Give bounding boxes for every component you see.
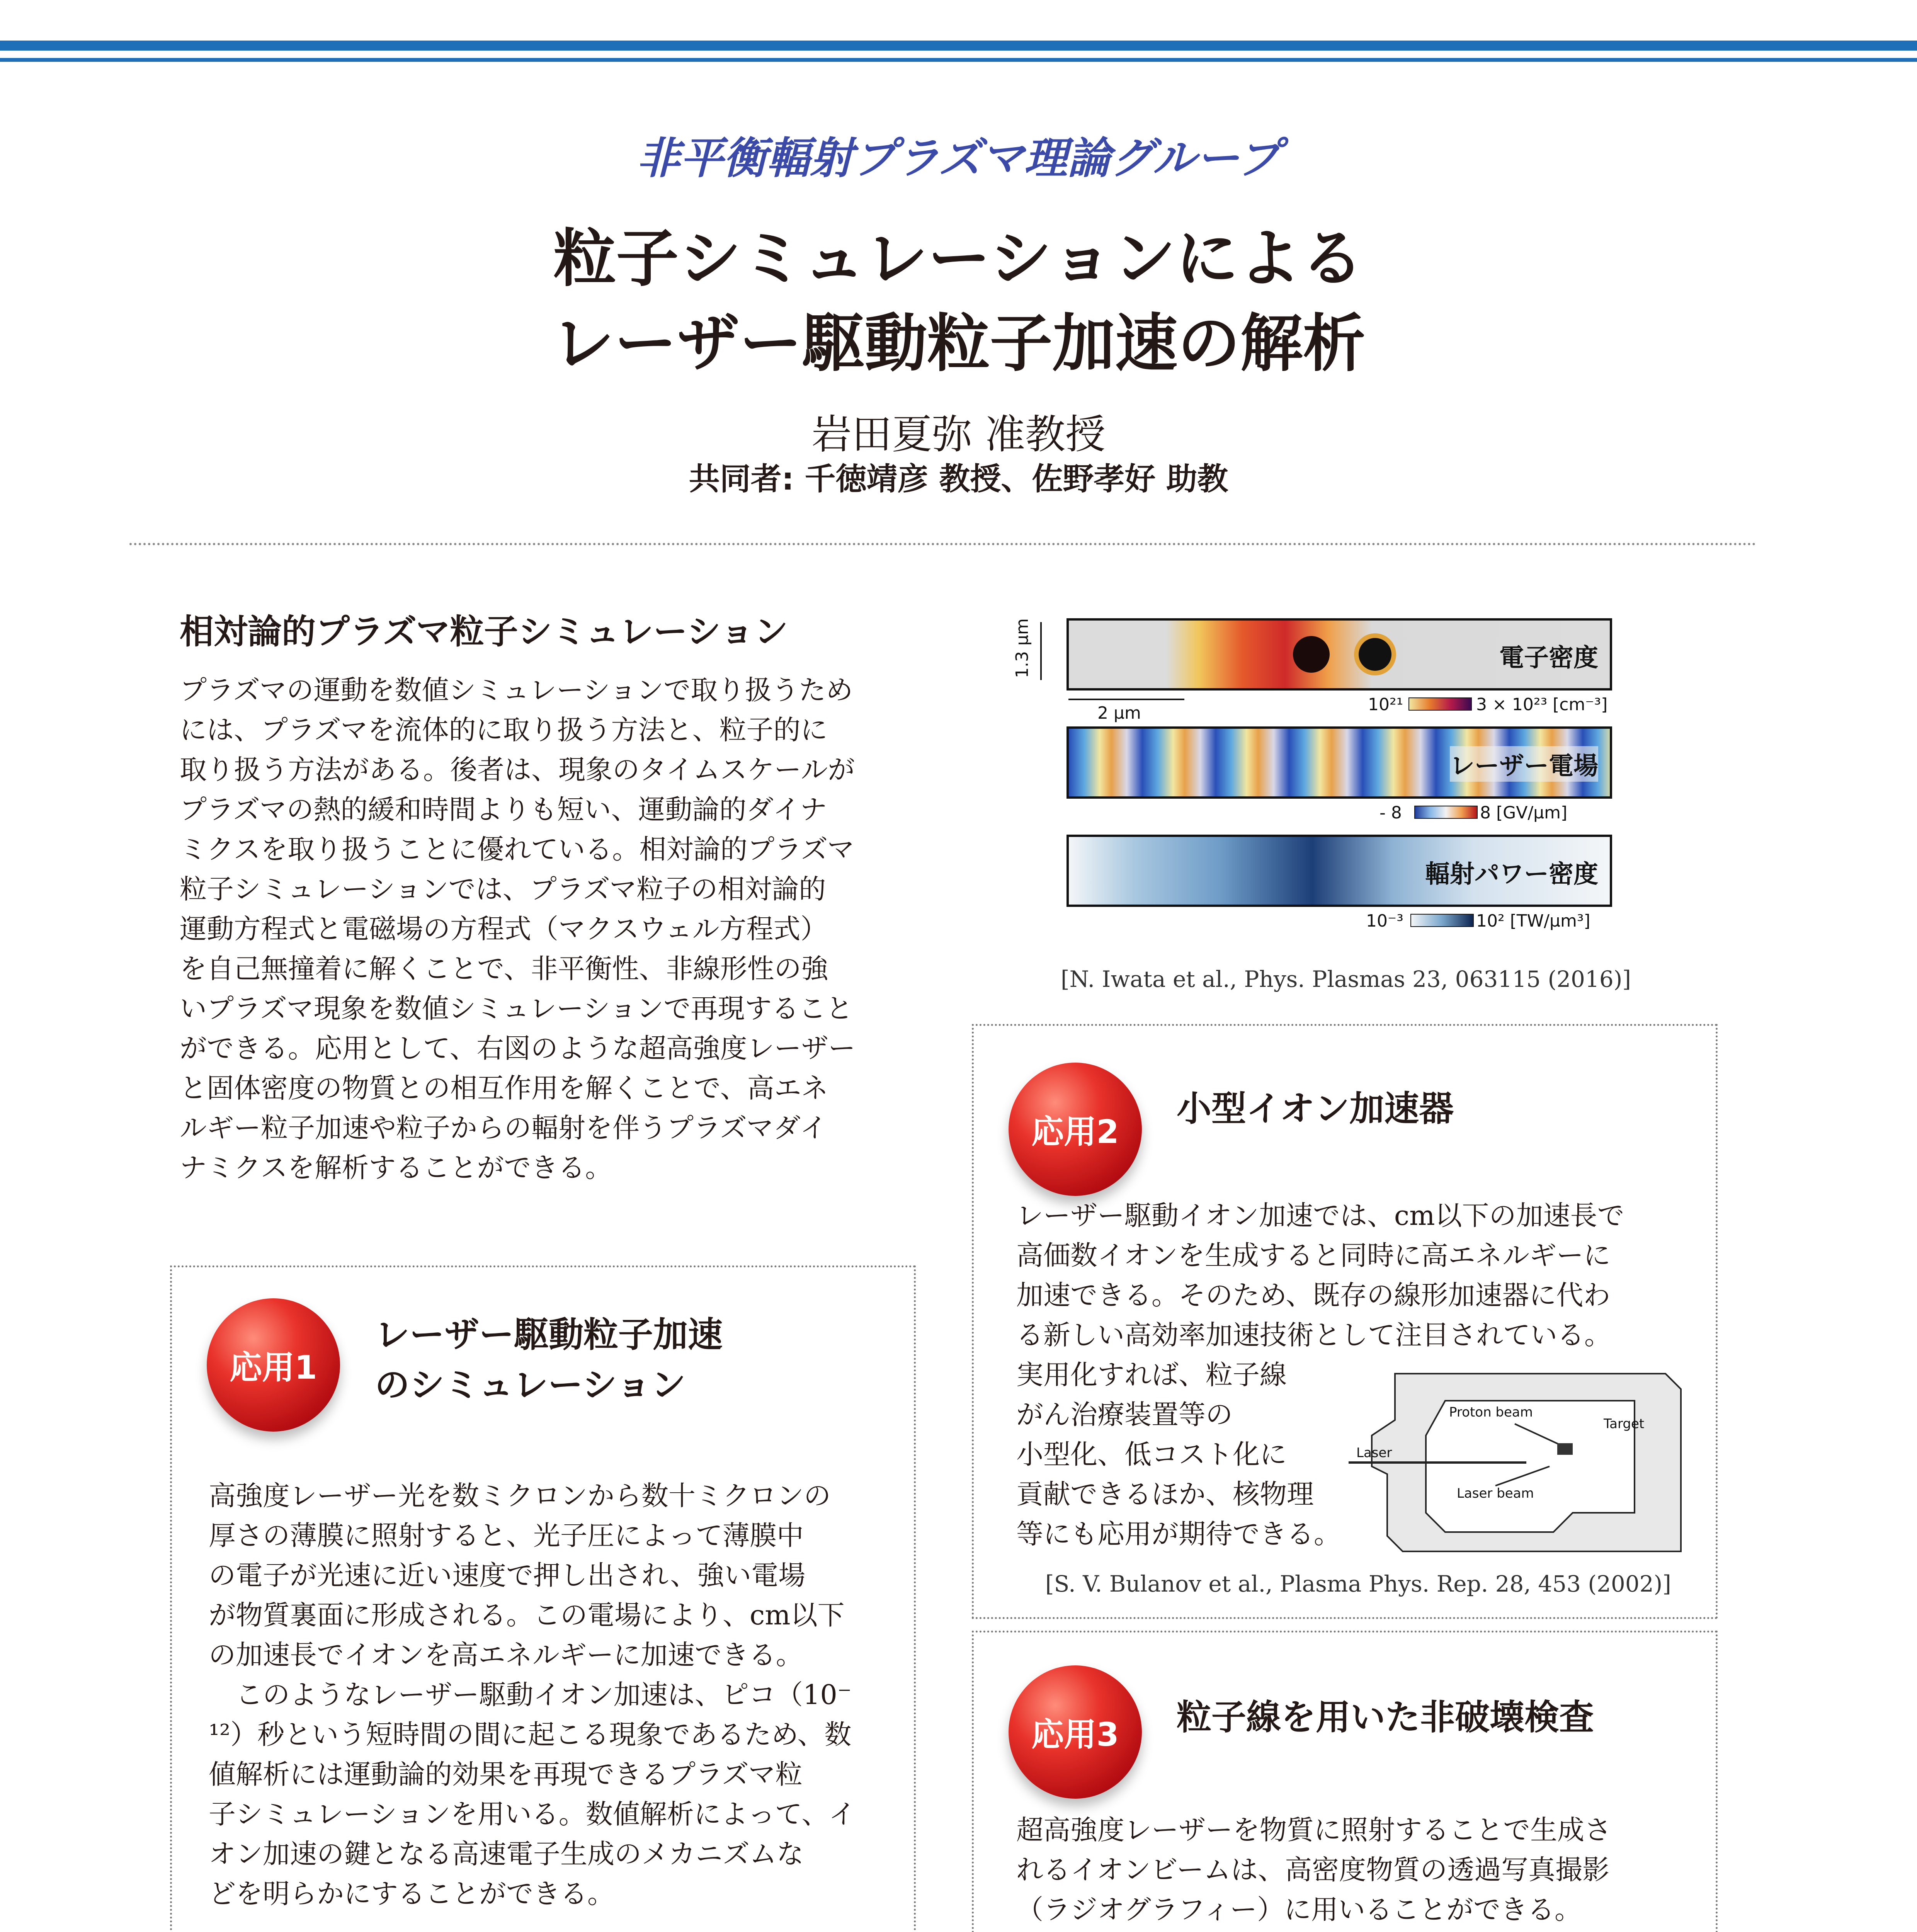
text-line: の電子が光速に近い速度で押し出され、強い電場 xyxy=(209,1560,806,1591)
title-line: レーザー駆動粒子加速 xyxy=(375,1315,723,1355)
application-1-badge xyxy=(207,1298,340,1432)
dense-spot xyxy=(1359,638,1391,671)
panel-radiation-power xyxy=(1067,835,1612,907)
top-rule-thin xyxy=(0,58,1917,62)
text-line: 貢献できるほか、核物理 xyxy=(1016,1478,1314,1510)
text-line: オン加速の鍵となる高速電子生成のメカニズムな xyxy=(209,1838,804,1870)
text-line: （ラジオグラフィー）に用いることができる。 xyxy=(1016,1894,1582,1925)
application-3-title: 粒子線を用いた非破壊検査 xyxy=(1177,1697,1594,1738)
colorbar-1-min: 10²¹ xyxy=(1368,695,1403,714)
schematic-svg xyxy=(1349,1358,1692,1567)
panel-electron-density xyxy=(1067,618,1612,690)
text-line: 子シミュレーションを用いる。数値解析によって、イ xyxy=(209,1798,856,1830)
colorbar-2-max: 8 [GV/μm] xyxy=(1480,803,1568,823)
panel-label-electron-density: 電子密度 xyxy=(1499,644,1598,672)
simulation-figure xyxy=(1012,611,1615,974)
text-line: 高強度レーザー光を数ミクロンから数十ミクロンの xyxy=(209,1480,831,1512)
text-line: を自己無撞着に解くことで、非平衡性、非線形性の強 xyxy=(180,953,828,985)
text-line: どを明らかにすることができる。 xyxy=(209,1878,614,1910)
colorbar-1 xyxy=(1408,697,1472,711)
application-3-badge xyxy=(1009,1665,1142,1799)
title-line-2: レーザー駆動粒子加速の解析 xyxy=(551,308,1366,380)
text-line: がん治療装置等の xyxy=(1016,1399,1233,1430)
panel-label-laser-field: レーザー電場 xyxy=(1450,746,1598,782)
text-line: の加速長でイオンを高エネルギーに加速できる。 xyxy=(209,1639,803,1671)
text-line: と固体密度の物質との相互作用を解くことで、高エネ xyxy=(180,1072,828,1104)
text-line: 取り扱う方法がある。後者は、現象のタイムスケールが xyxy=(180,754,855,786)
text-line: には、プラズマを流体的に取り扱う方法と、粒子的に xyxy=(180,714,828,746)
colorbar-2-min: - 8 xyxy=(1379,803,1402,823)
text-line: ミクスを取り扱うことに優れている。相対論的プラズマ xyxy=(180,833,854,865)
text-line: 運動方程式と電磁場の方程式（マクスウェル方程式） xyxy=(180,913,828,945)
author: 岩田夏弥 准教授 xyxy=(811,411,1106,458)
text-line: 超高強度レーザーを物質に照射することで生成さ xyxy=(1016,1814,1611,1846)
application-1-title xyxy=(375,1310,723,1410)
text-line: ¹²）秒という短時間の間に起こる現象であるため、数 xyxy=(209,1719,852,1750)
title-line: のシミュレーション xyxy=(375,1365,686,1405)
header-divider xyxy=(129,543,1756,545)
application-2-box xyxy=(972,1024,1718,1619)
text-line: 実用化すれば、粒子線 xyxy=(1016,1359,1287,1391)
text-line: 加速できる。そのため、既存の線形加速器に代わ xyxy=(1016,1279,1611,1311)
text-line: 等にも応用が期待できる。 xyxy=(1016,1518,1341,1550)
badge-label: 応用3 xyxy=(1031,1716,1119,1753)
label-target: Target xyxy=(1604,1416,1645,1432)
label-laser: Laser xyxy=(1356,1445,1392,1461)
application-3-box xyxy=(972,1631,1718,1932)
dense-spot xyxy=(1293,636,1330,673)
top-rule-thick xyxy=(0,41,1917,51)
accelerator-schematic xyxy=(1349,1358,1692,1567)
badge-label: 応用2 xyxy=(1031,1113,1119,1151)
text-line xyxy=(1016,1930,1704,1932)
colorbar-2 xyxy=(1414,806,1478,819)
text-line: 厚さの薄膜に照射すると、光子圧によって薄膜中 xyxy=(209,1520,804,1551)
application-1-text xyxy=(209,1476,889,1914)
text-line: 小型化、低コスト化に xyxy=(1016,1439,1287,1470)
colorbar-3-max: 10² [TW/μm³] xyxy=(1476,911,1590,931)
text-line: る新しい高効率加速技術として注目されている。 xyxy=(1016,1319,1611,1351)
panel-label-radiation-power: 輻射パワー密度 xyxy=(1425,860,1598,889)
colorbar-3 xyxy=(1410,914,1474,927)
text-line: 高価数イオンを生成すると同時に高エネルギーに xyxy=(1016,1240,1611,1271)
text-line: 粒子シミュレーションでは、プラズマ粒子の相対論的 xyxy=(180,873,826,905)
application-3-text xyxy=(1016,1810,1704,1932)
application-1-box xyxy=(170,1265,916,1932)
intro-heading: 相対論的プラズマ粒子シミュレーション xyxy=(180,612,788,651)
text-line: ナミクスを解析することができる。 xyxy=(180,1152,612,1184)
horizontal-scale-label: 2 μm xyxy=(1097,703,1141,723)
text-line: プラズマの運動を数値シミュレーションで取り扱うため xyxy=(180,674,853,706)
badge-label: 応用1 xyxy=(230,1349,317,1386)
label-proton-beam: Proton beam xyxy=(1449,1405,1533,1420)
text-line: れるイオンビームは、高密度物質の透過写真撮影 xyxy=(1016,1854,1610,1886)
vertical-scale-bar xyxy=(1040,622,1042,680)
application-2-citation: [S. V. Bulanov et al., Plasma Phys. Rep. 28, 453 (2002)] xyxy=(1045,1571,1671,1597)
application-2-title: 小型イオン加速器 xyxy=(1177,1088,1454,1129)
application-2-badge xyxy=(1009,1063,1142,1196)
coauthors: 共同者: 千徳靖彦 教授、佐野孝好 助教 xyxy=(689,461,1228,497)
label-laser-beam: Laser beam xyxy=(1457,1486,1534,1501)
text-line: 値解析には運動論的効果を再現できるプラズマ粒 xyxy=(209,1759,803,1790)
text-line: いプラズマ現象を数値シミュレーションで再現すること xyxy=(180,993,853,1024)
title-line-1: 粒子シミュレーションによる xyxy=(553,223,1364,295)
vertical-scale-label: 1.3 μm xyxy=(1012,618,1032,678)
text-line: ルギー粒子加速や粒子からの輻射を伴うプラズマダイ xyxy=(180,1112,827,1144)
text-line: このようなレーザー駆動イオン加速は、ピコ（10⁻ xyxy=(209,1679,852,1711)
horizontal-scale-bar xyxy=(1068,699,1184,700)
sim-figure-citation: [N. Iwata et al., Phys. Plasmas 23, 063115 (2016)] xyxy=(1061,966,1631,992)
colorbar-1-max: 3 × 10²³ [cm⁻³] xyxy=(1476,695,1608,714)
text-line: レーザー駆動イオン加速では、cm以下の加速長で xyxy=(1016,1200,1624,1231)
intro-text xyxy=(180,670,914,1188)
text-line: プラズマの熱的緩和時間よりも短い、運動論的ダイナ xyxy=(180,794,827,825)
text-line: が物質裏面に形成される。この電場により、cm以下 xyxy=(209,1599,845,1631)
text-line: ができる。応用として、右図のような超高強度レーザー xyxy=(180,1032,856,1064)
colorbar-3-min: 10⁻³ xyxy=(1366,911,1403,931)
panel-laser-field xyxy=(1067,726,1612,799)
group-name: 非平衡輻射プラズマ理論グループ xyxy=(636,133,1281,184)
